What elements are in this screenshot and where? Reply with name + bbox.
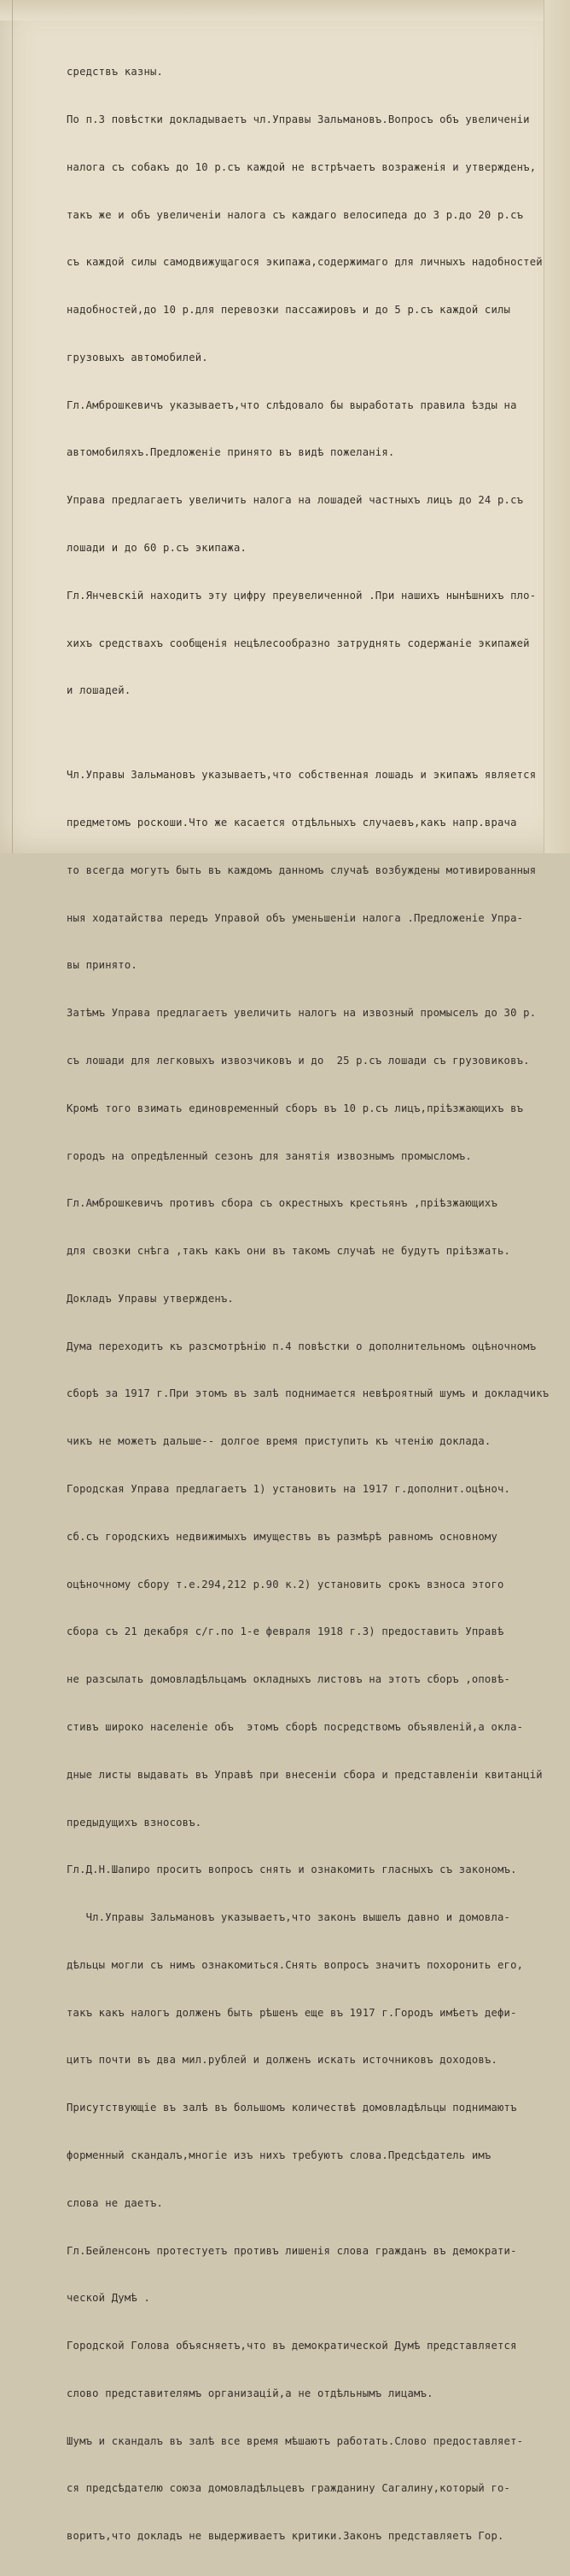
text-line: вы принято. — [67, 959, 137, 972]
text-line: Затѣмъ Управа предлагаетъ увеличить налогъ на извозный промыселъ до 30 р. — [67, 1007, 537, 1020]
text-line: сб.съ городскихъ недвижимыхъ имуществъ въ размѣрѣ равномъ основному — [67, 1530, 498, 1543]
text-line: форменный скандалъ,многіе изъ нихъ требуютъ слова.Предсѣдатель имъ — [67, 2149, 491, 2161]
margin-line — [12, 0, 13, 853]
page-right-edge — [544, 0, 570, 853]
text-line: грузовыхъ автомобилей. — [67, 351, 208, 363]
text-line: лошади и до 60 р.съ экипажа. — [67, 542, 247, 554]
text-line: слово представителямъ организацій,а не отдѣльнымъ лицамъ. — [67, 2387, 433, 2399]
text-line: съ каждой силы самодвижущагося экипажа,содержимаго для личныхъ надобностей — [67, 256, 543, 269]
text-line: стивъ широко населеніе объ этомъ сборѣ посредствомъ объявленій,а окла- — [67, 1720, 524, 1733]
text-line: то всегда могутъ быть въ каждомъ данномъ случаѣ возбуждены мотивированныя — [67, 864, 537, 876]
text-line: Городская Управа предлагаетъ 1) установить на 1917 г.дополнит.оцѣноч. — [67, 1483, 511, 1496]
text-line: сборѣ за 1917 г.При этомъ въ залѣ поднимается невѣроятный шумъ и докладчикъ — [67, 1387, 550, 1400]
text-line: Чл.Управы Зальмановъ указываетъ,что законъ вышелъ давно и домовла- — [67, 1911, 511, 1924]
text-line: оцѣночному сбору т.е.294,212 р.90 к.2) установить срокъ взноса этого — [67, 1578, 504, 1590]
text-line: Дума переходитъ къ разсмотрѣнію п.4 повѣстки о дополнительномъ оцѣночномъ — [67, 1340, 537, 1352]
text-line: Шумъ и скандалъ въ залѣ все время мѣшаютъ работать.Слово предоставляет- — [67, 2434, 524, 2447]
text-line: предыдущихъ взносовъ. — [67, 1816, 202, 1829]
text-line: Докладъ Управы утвержденъ. — [67, 1292, 234, 1305]
text-line: Управа предлагаетъ увеличить налога на лошадей частныхъ лицъ до 24 р.съ — [67, 494, 524, 507]
text-line: налога съ собакъ до 10 р.съ каждой не встрѣчаетъ возраженія и утвержденъ, — [67, 160, 537, 173]
text-line: и лошадей. — [67, 684, 131, 697]
text-line: Гл.Янчевскій находитъ эту цифру преувеличенной .При нашихъ нынѣшнихъ пло- — [67, 589, 537, 602]
text-line: Гл.Амброшкевичъ указываетъ,что слѣдовало бы выработать правила ѣзды на — [67, 398, 517, 411]
text-line: средствъ казны. — [67, 66, 164, 79]
text-line: ныя ходатайства передъ Управой объ уменьшеніи налога .Предложеніе Упра- — [67, 911, 524, 924]
text-line: Присутствующіе въ залѣ въ большомъ количествѣ домовладѣльцы поднимаютъ — [67, 2102, 517, 2114]
text-line: не разсылать домовладѣльцамъ окладныхъ листовъ на этотъ сборъ ,оповѣ- — [67, 1673, 511, 1686]
text-line: Чл.Управы Зальмановъ указываетъ,что собственная лошадь и экипажъ является — [67, 769, 537, 782]
text-line: такъ какъ налогъ долженъ быть рѣшенъ еще въ 1917 г.Городъ имѣетъ дефи- — [67, 2006, 517, 2019]
text-line: городъ на опредѣленный сезонъ для занятія извознымъ промысломъ. — [67, 1149, 472, 1162]
text-line: надобностей,до 10 р.для перевозки пассажировъ и до 5 р.съ каждой силы — [67, 304, 511, 317]
text-line: цитъ почти въ два мил.рублей и долженъ искать источниковъ доходовъ. — [67, 2054, 498, 2067]
text-line: Городской Голова объясняетъ,что въ демократической Думѣ представляется — [67, 2340, 517, 2352]
text-line: съ лошади для легковыхъ извозчиковъ и до 25 р.съ лошади съ грузовиковъ. — [67, 1055, 530, 1067]
text-line: дѣльцы могли съ нимъ ознакомиться.Снять вопросъ значитъ похоронить его, — [67, 1958, 524, 1971]
text-line: слова не даетъ. — [67, 2196, 164, 2209]
text-line: ся предсѣдателю союза домовладѣльцевъ гражданину Сагалину,который го- — [67, 2482, 511, 2495]
text-line: Гл.Амброшкевичъ противъ сбора съ окрестныхъ крестьянъ ,пріѣзжающихъ — [67, 1197, 498, 1210]
text-line: воритъ,что докладъ не выдерживаетъ критики.Законъ представляетъ Гор. — [67, 2530, 504, 2543]
text-line: предметомъ роскоши.Что же касается отдѣльныхъ случаевъ,какъ напр.врача — [67, 817, 517, 829]
text-line: дные листы выдавать въ Управѣ при внесеніи сбора и представленіи квитанцій — [67, 1768, 543, 1781]
text-line: автомобиляхъ.Предложеніе принято въ видѣ пожеланія. — [67, 446, 395, 459]
text-line: для свозки снѣга ,такъ какъ они въ такомъ случаѣ не будутъ пріѣзжать. — [67, 1245, 511, 1258]
text-line: По п.3 повѣстки докладываетъ чл.Управы Зальмановъ.Вопросъ объ увеличеніи — [67, 113, 530, 125]
text-line: Гл.Бейленсонъ протестуетъ противъ лишенія слова гражданъ въ демократи- — [67, 2244, 517, 2257]
text-line: хихъ средствахъ сообщенія нецѣлесообразно затруднять содержаніе экипажей — [67, 637, 530, 649]
text-line: сбора съ 21 декабря с/г.по 1-е февраля 1918 г.3) предоставить Управѣ — [67, 1625, 504, 1638]
paragraph-gap — [67, 730, 544, 736]
page-top-edge — [0, 0, 570, 20]
text-line: ческой Думѣ . — [67, 2292, 150, 2305]
text-line: такъ же и объ увеличеніи налога съ каждаго велосипеда до 3 р.до 20 р.съ — [67, 208, 524, 221]
text-line: чикъ не можетъ дальше-- долгое время приступить къ чтенію доклада. — [67, 1435, 491, 1448]
typed-text-block — [67, 32, 550, 2576]
text-line: Кромѣ того взимать единовременный сборъ въ 10 р.съ лицъ,пріѣзжающихъ въ — [67, 1102, 524, 1114]
text-line: Гл.Д.Н.Шапиро проситъ вопросъ снять и ознакомить гласныхъ съ закономъ. — [67, 1864, 517, 1876]
